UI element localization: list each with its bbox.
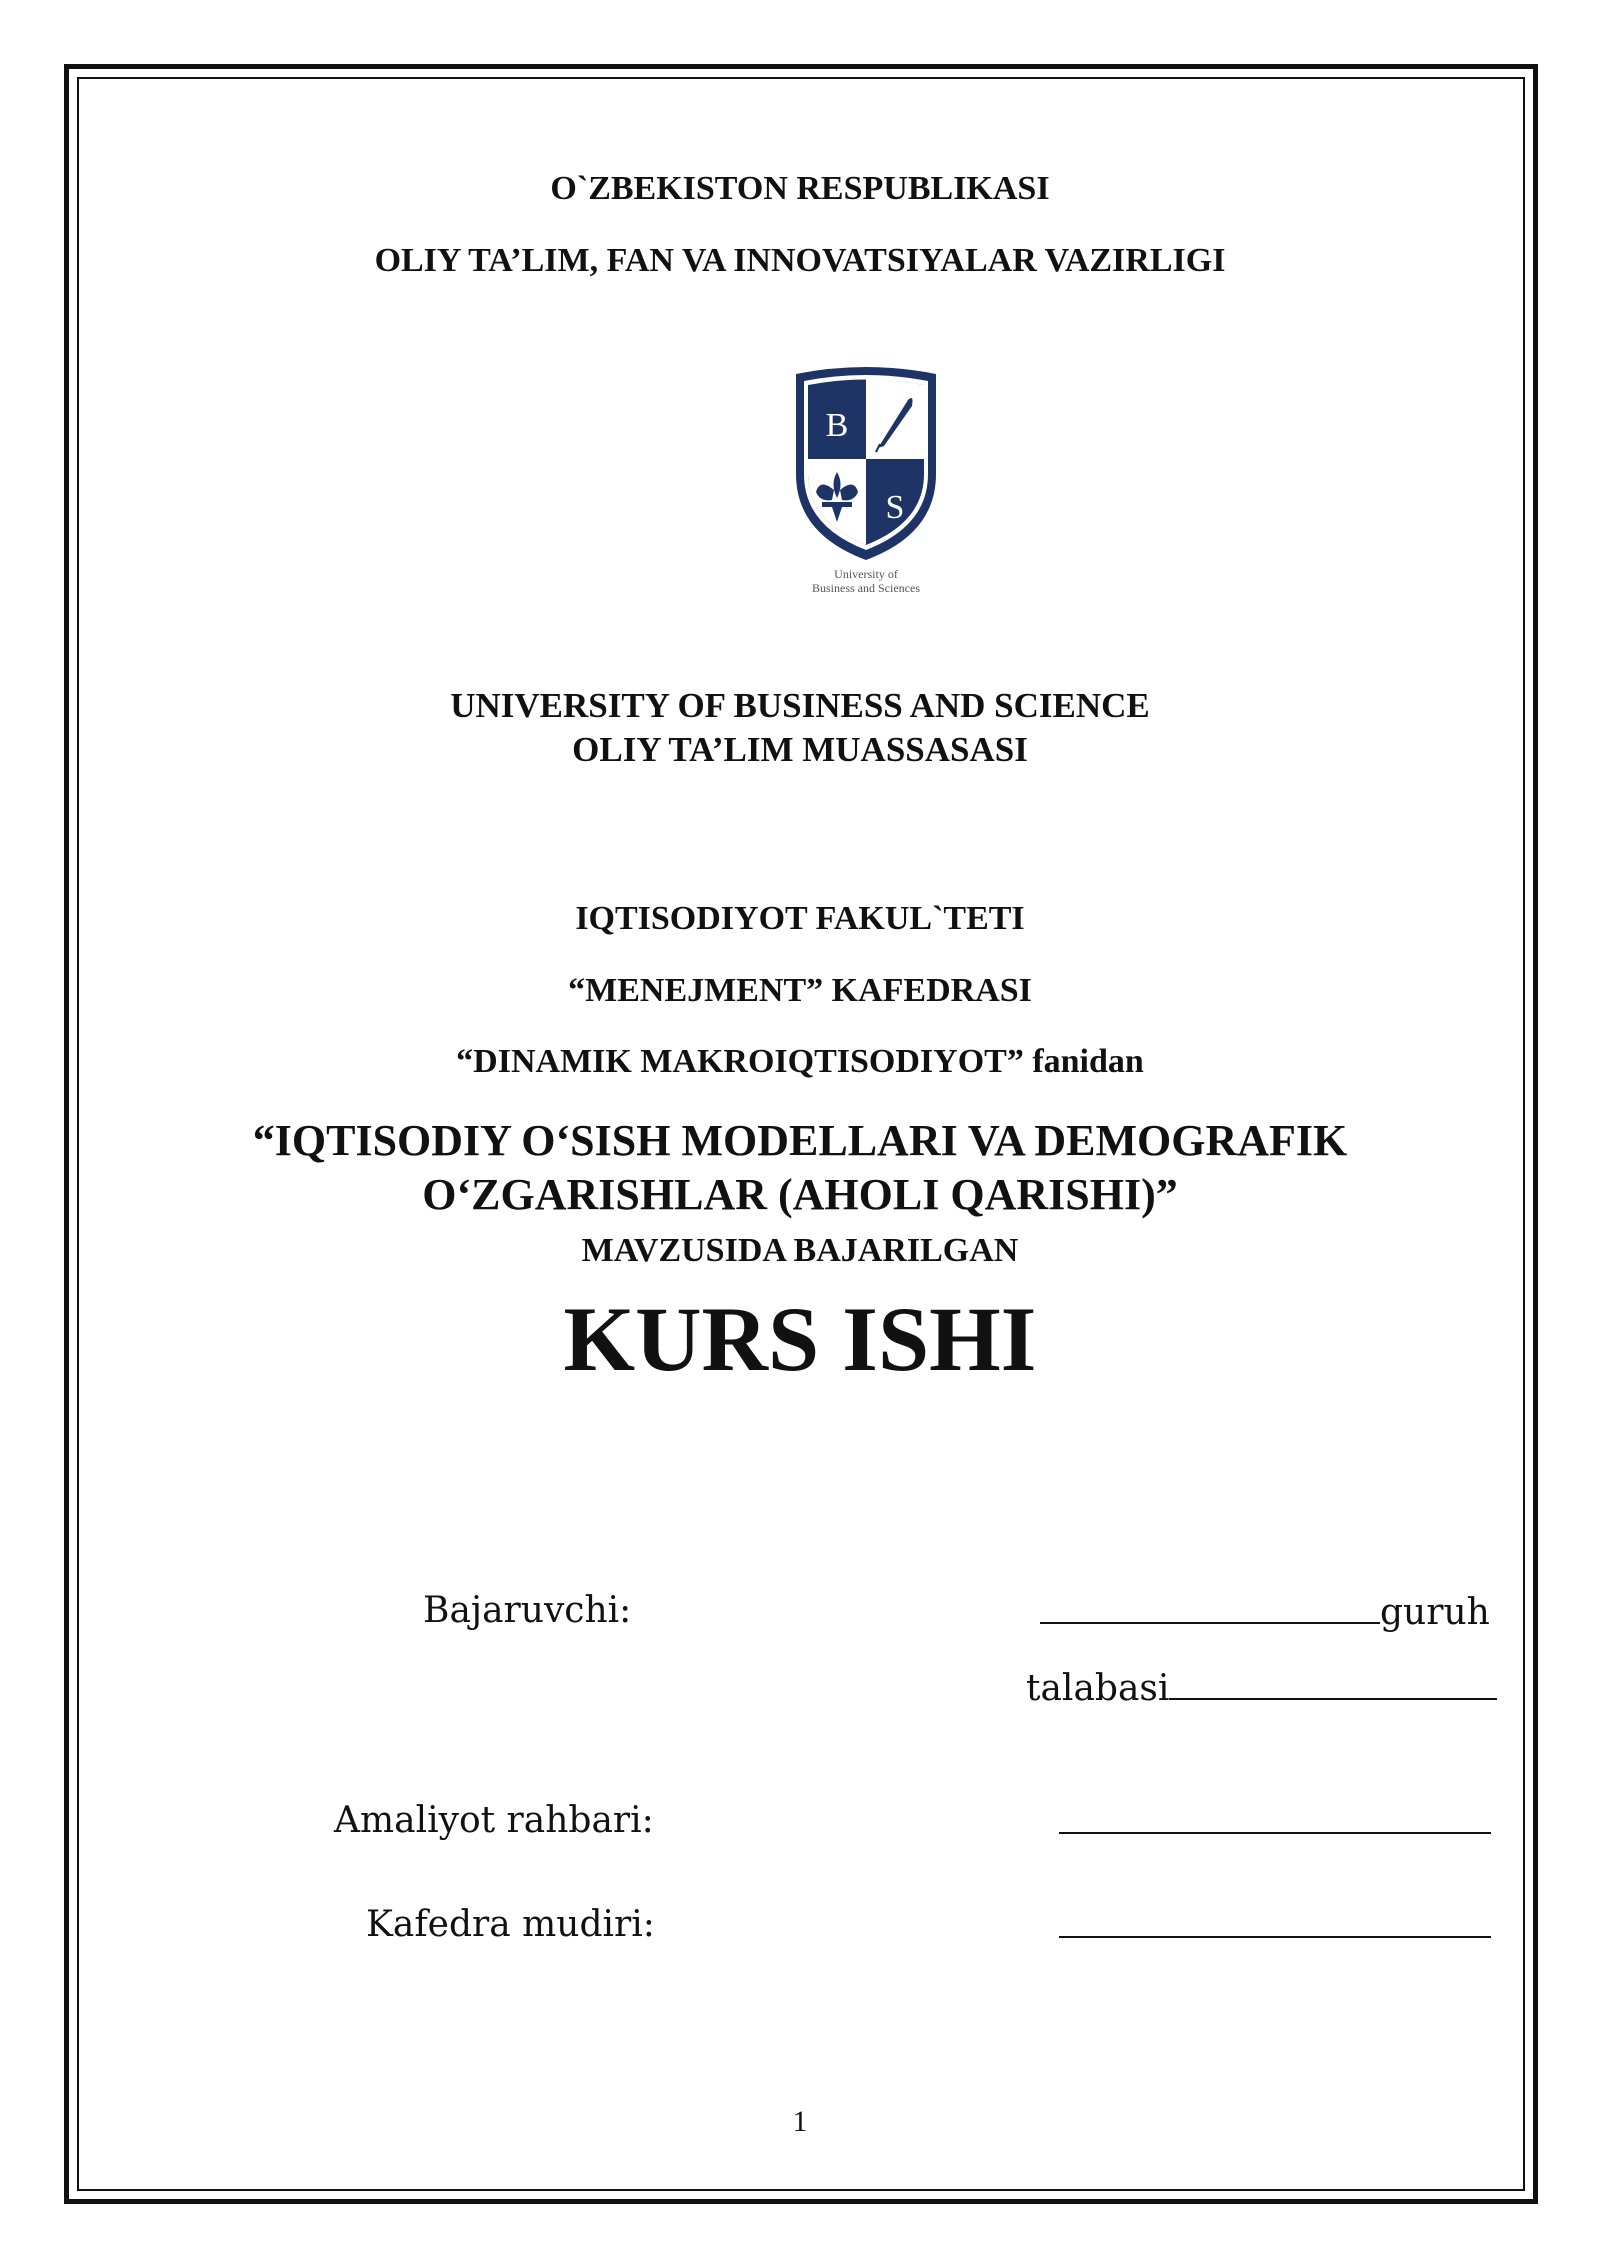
country-heading: O`ZBEKISTON RESPUBLIKASI xyxy=(550,170,1050,207)
institution-type: OLIY TA’LIM MUASSASASI xyxy=(572,730,1028,769)
topic-line-2: O‘ZGARISHLAR (AHOLI QARISHI)” xyxy=(422,1170,1178,1219)
student-field xyxy=(1026,1666,1497,1709)
topic-line-3: MAVZUSIDA BAJARILGAN xyxy=(581,1232,1019,1269)
executor-label: Bajaruvchi: xyxy=(423,1590,632,1631)
document-type-title: KURS ISHI xyxy=(563,1288,1037,1390)
logo-caption-2: Business and Sciences xyxy=(812,581,920,595)
subject-name: “DINAMIK MAKROIQTISODIYOT” fanidan xyxy=(456,1043,1144,1080)
group-field xyxy=(1040,1590,1490,1633)
page-number: 1 xyxy=(792,2105,808,2138)
logo-letter-b: B xyxy=(825,407,849,444)
supervisor-label: Amaliyot rahbari: xyxy=(334,1800,654,1841)
logo-caption-1: University of xyxy=(834,567,898,581)
supervisor-blank-line xyxy=(1059,1800,1491,1834)
university-logo xyxy=(776,364,956,604)
student-prefix: talabasi xyxy=(1026,1668,1170,1709)
shield-logo-icon xyxy=(776,364,956,604)
head-label: Kafedra mudiri: xyxy=(366,1904,655,1945)
department-name: “MENEJMENT” KAFEDRASI xyxy=(568,972,1032,1009)
ministry-heading: OLIY TA’LIM, FAN VA INNOVATSIYALAR VAZIRLIGI xyxy=(374,242,1226,279)
head-blank-line xyxy=(1059,1904,1491,1938)
group-suffix: guruh xyxy=(1380,1592,1490,1633)
topic-line-1: “IQTISODIY O‘SISH MODELLARI VA DEMOGRAFIK xyxy=(252,1116,1348,1165)
student-blank-line xyxy=(1169,1666,1497,1700)
supervisor-field xyxy=(1059,1800,1491,1843)
head-field xyxy=(1059,1904,1491,1947)
faculty-name: IQTISODIYOT FAKUL`TETI xyxy=(575,900,1025,937)
logo-letter-s: S xyxy=(885,489,905,526)
institution-name: UNIVERSITY OF BUSINESS AND SCIENCE xyxy=(450,686,1150,725)
group-blank-line xyxy=(1040,1590,1380,1624)
